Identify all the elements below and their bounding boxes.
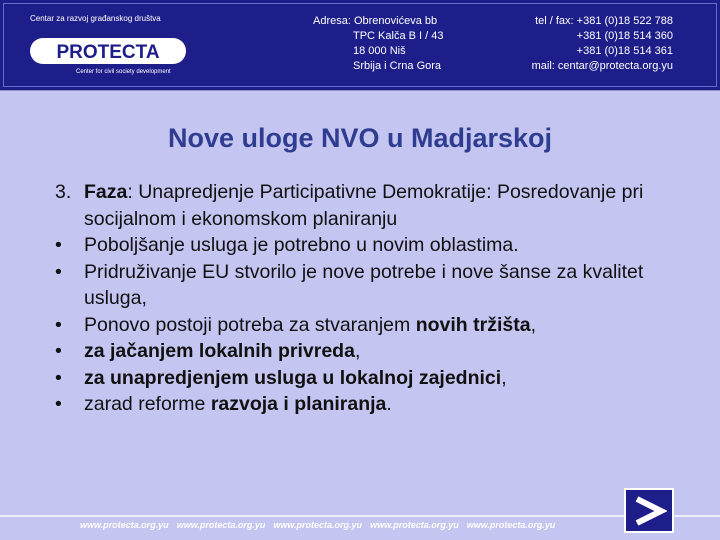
- slide-content: [55, 179, 695, 418]
- next-slide-button[interactable]: [624, 488, 674, 533]
- address-line: 18 000 Niš: [353, 45, 406, 57]
- logo-subtitle: Center for civil society development: [76, 69, 171, 75]
- bullet: •: [55, 313, 62, 336]
- logo-tagline: Centar za razvoj građanskog društva: [30, 14, 161, 23]
- footer-link[interactable]: www.protecta.org.yu: [466, 520, 556, 530]
- item-bold: razvoja i planiranja: [210, 393, 387, 415]
- next-arrow-icon: [631, 494, 667, 528]
- contact-block: [508, 14, 673, 74]
- mail-line: mail: centar@protecta.org.yu: [531, 60, 673, 72]
- item-text: zarad reforme: [84, 393, 211, 415]
- logo-text: PROTECTA: [56, 42, 160, 63]
- footer-link[interactable]: www.protecta.org.yu: [80, 520, 169, 530]
- list-item: [55, 232, 695, 259]
- item-text: Poboljšanje usluga je potrebno u novim oblastima.: [84, 234, 519, 256]
- address-line: Srbija i Crna Gora: [353, 60, 442, 72]
- bullet: •: [55, 260, 62, 283]
- item-tail: ,: [530, 313, 536, 336]
- header-banner: [0, 0, 720, 91]
- item-tail: ,: [501, 366, 507, 389]
- address-block: [313, 14, 443, 74]
- address-line: TPC Kalča B I / 43: [353, 30, 444, 42]
- list-item: [55, 338, 695, 365]
- list-item: [55, 391, 695, 418]
- footer-divider: [0, 515, 720, 517]
- item-text: Ponovo postoji potreba za stvaranjem: [84, 313, 416, 336]
- footer-link[interactable]: www.protecta.org.yu: [273, 520, 363, 530]
- next-label: >: [631, 493, 632, 495]
- phone-line: +381 (0)18 514 360: [576, 30, 673, 42]
- list-number: 3.: [55, 181, 72, 203]
- protecta-logo: [28, 36, 188, 66]
- list-item: [55, 312, 695, 339]
- footer-link[interactable]: www.protecta.org.yu: [176, 520, 266, 530]
- bullet: •: [55, 234, 62, 256]
- list-item: [55, 365, 695, 392]
- phase-label: Faza: [84, 181, 128, 203]
- item-bold: za jačanjem lokalnih privreda: [84, 340, 355, 362]
- item-bold: za unapredjenjem usluga u lokalnoj zajednici: [84, 366, 502, 389]
- bullet: •: [55, 366, 62, 389]
- phase-text: : Unapredjenje Participativne Demokratije: Posredovanje pri socijalnom i ekonomskom planiranju: [84, 181, 644, 230]
- item-tail: ,: [354, 340, 361, 362]
- bullet: •: [55, 393, 62, 415]
- item-tail: .: [386, 393, 392, 415]
- list-item: [55, 259, 695, 312]
- slide-title: Nove uloge NVO u Madjarskoj: [167, 123, 553, 153]
- phone-label: tel / fax: +381 (0)18 522 788: [535, 15, 673, 27]
- footer-link[interactable]: www.protecta.org.yu: [370, 520, 459, 530]
- bullet: •: [55, 340, 62, 362]
- item-text: Pridruživanje EU stvorilo je nove potrebe i nove šanse za kvalitet usluga,: [84, 260, 644, 309]
- item-bold: novih tržišta: [415, 313, 531, 336]
- address-label: Adresa: Obrenovićeva bb: [313, 15, 438, 27]
- list-item: [55, 179, 695, 232]
- footer-links: [80, 520, 555, 530]
- phone-line: +381 (0)18 514 361: [576, 45, 673, 57]
